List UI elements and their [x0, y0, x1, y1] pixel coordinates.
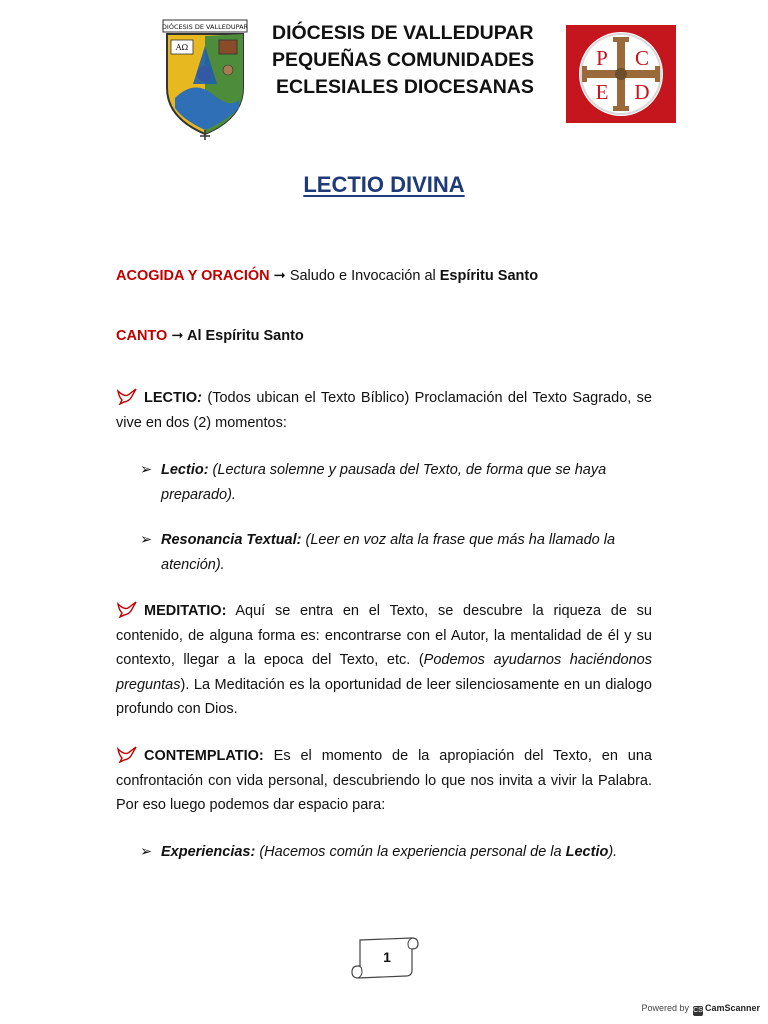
dove-icon: [116, 745, 138, 763]
camscanner-logo-icon: CS: [693, 1007, 703, 1014]
acogida-line: [116, 268, 538, 284]
bullet-bold: Lectio: [565, 844, 609, 860]
contemplatio-label: CONTEMPLATIO:: [144, 748, 264, 764]
bullet-text: (Hacemos común la experiencia personal de la: [255, 844, 566, 860]
lectio-label: LECTIO: [144, 390, 198, 406]
shield-banner-text: DIÓCESIS DE VALLEDUPAR: [161, 23, 249, 31]
arrowhead-bullet-icon: ➢: [140, 462, 153, 478]
contemplatio-paragraph: [116, 744, 652, 818]
camscanner-watermark: [641, 1003, 760, 1016]
header-title-line-1: DIÓCESIS DE VALLEDUPAR: [272, 22, 534, 44]
lectio-paragraph: LECTIO: (Todos ubican el Texto Bíblico) Proclamación del Texto Sagrado, se vive en dos (2) momentos:: [116, 386, 652, 435]
acogida-bold: Espíritu Santo: [439, 268, 539, 284]
canto-bold: Al Espíritu Santo: [183, 328, 304, 344]
arrow-icon: ➞: [171, 328, 184, 344]
bullet-term: Experiencias:: [161, 844, 256, 860]
logo-letter-c: C: [634, 46, 650, 70]
lectio-text: (Todos ubican el Texto Bíblico) Proclamación del Texto Sagrado, se vive en dos (2) momentos:: [116, 390, 652, 431]
arrow-icon: ➞: [273, 268, 286, 284]
logo-letter-e: E: [595, 80, 609, 104]
acogida-text: Saludo e Invocación al: [285, 268, 440, 284]
canto-line: [116, 328, 304, 344]
arrowhead-bullet-icon: ➢: [140, 532, 153, 548]
header-title-line-3: ECLESIALES DIOCESANAS: [276, 76, 534, 98]
camscanner-brand: CamScanner: [704, 1003, 760, 1013]
logo-letter-p: P: [596, 46, 608, 70]
bullet-term: Lectio:: [161, 462, 209, 478]
meditatio-paragraph: [116, 599, 652, 722]
bullet-text: (Leer en voz alta la frase que más ha llamado la atención).: [161, 532, 616, 573]
pced-logo: [566, 25, 676, 123]
bullet-text: (Lectura solemne y pausada del Texto, de forma que se haya preparado).: [161, 462, 607, 503]
acogida-label: ACOGIDA Y ORACIÓN: [116, 268, 270, 284]
page-title: LECTIO DIVINA: [303, 172, 465, 197]
page-number: 1: [383, 949, 391, 965]
diocese-shield-logo: [155, 18, 255, 142]
logo-letter-d: D: [634, 80, 650, 104]
powered-by-text: Powered by: [641, 1003, 689, 1013]
shield-symbol-text: AΩ: [175, 43, 189, 52]
arrowhead-bullet-icon: ➢: [140, 844, 153, 860]
meditatio-text-2: ). La Meditación es la oportunidad de leer silenciosamente en un dialogo profundo con Dios.: [116, 676, 652, 717]
bullet-term: Resonancia Textual:: [161, 532, 302, 548]
header-title-line-2: PEQUEÑAS COMUNIDADES: [272, 49, 535, 71]
header-title: [272, 20, 572, 101]
bullet-resonancia: [140, 528, 652, 577]
dove-icon: [116, 600, 138, 618]
meditatio-label: MEDITATIO:: [144, 603, 227, 619]
dove-icon: [116, 387, 138, 405]
contemplatio-text: Es el momento de la apropiación del Texto, en una confrontación con vida personal, descubriendo lo que nos invita a vivir la Palabra. Por eso luego podemos dar espacio para:: [116, 748, 652, 813]
canto-label: CANTO: [116, 328, 168, 344]
meditatio-italic: Podemos ayudarnos haciéndonos preguntas: [116, 652, 652, 693]
bullet-experiencias: ➢ Experiencias: (Hacemos común la experiencia personal de la Lectio).: [140, 840, 652, 865]
bullet-lectio: [140, 458, 652, 507]
meditatio-text-1: Aquí se entra en el Texto, se descubre la riqueza de su contenido, de alguna forma es: encontrarse con el Autor, la mentalidad de él y su contexto, llegar a la epoca del Texto, etc. (: [116, 603, 652, 668]
